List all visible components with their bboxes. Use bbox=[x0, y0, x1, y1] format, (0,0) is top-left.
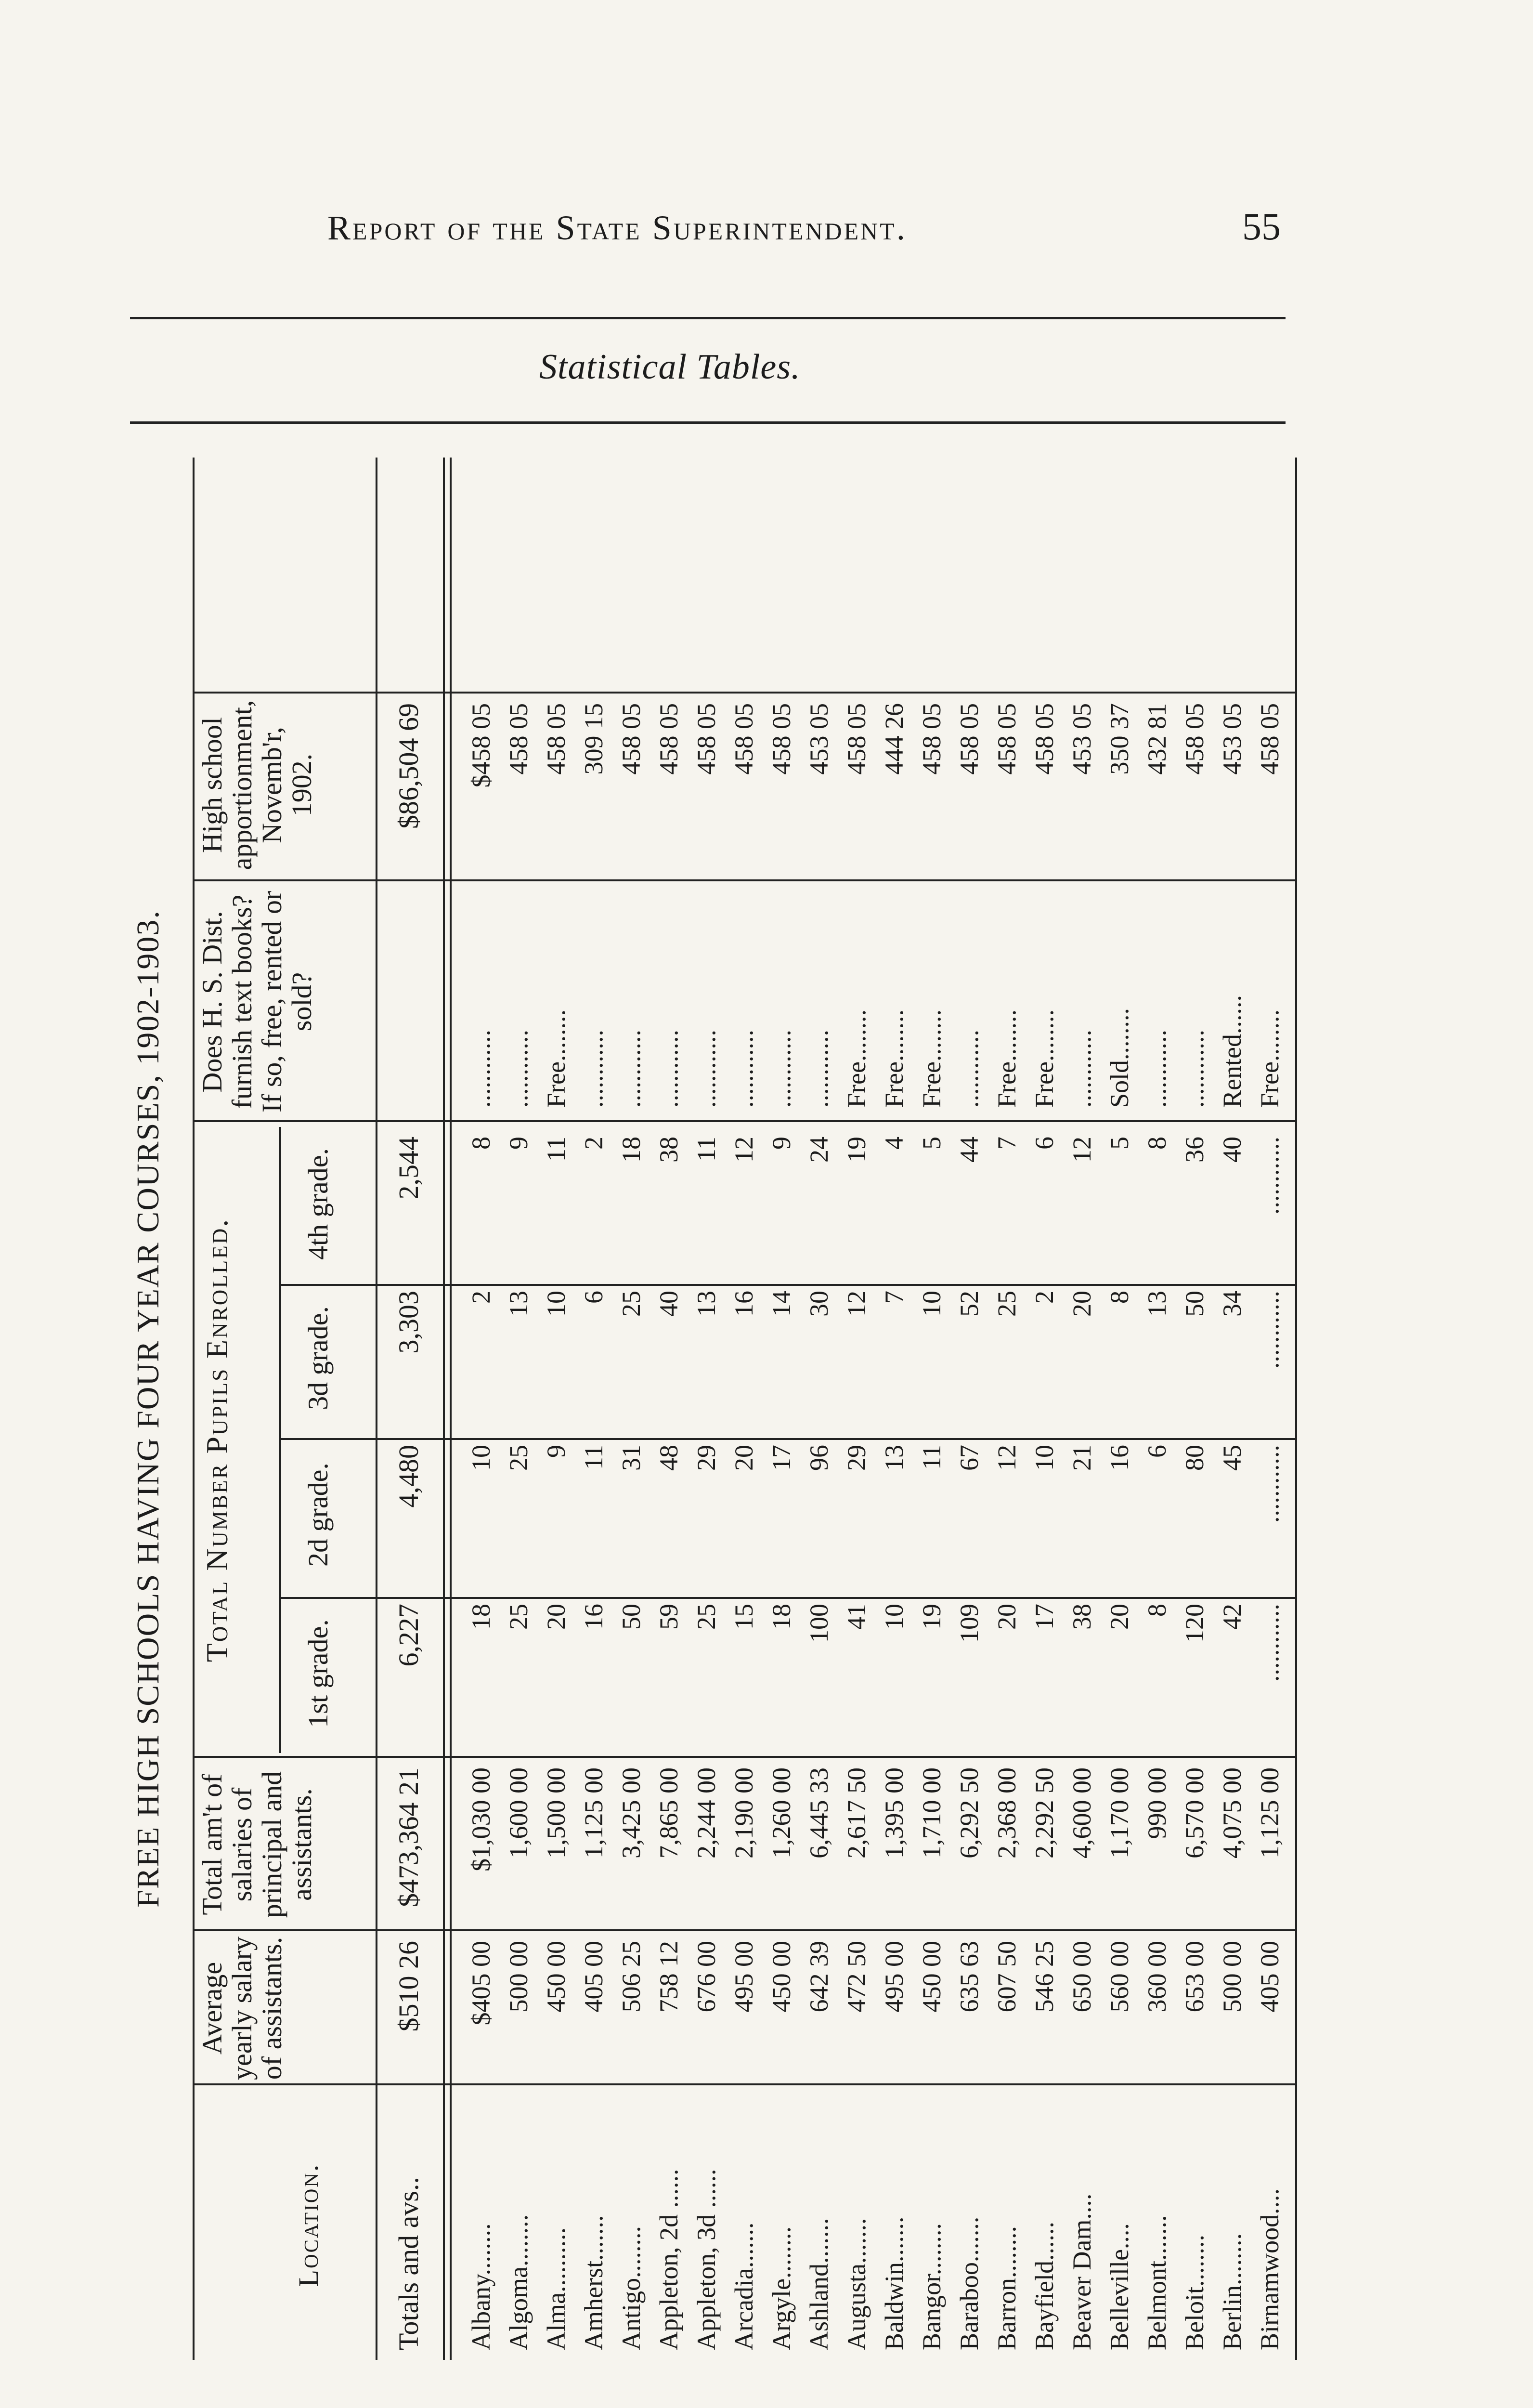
cell-total-salaries: 2,617 50 bbox=[842, 1767, 871, 1858]
cell-total-salaries: $1,030 00 bbox=[467, 1767, 495, 1871]
cell-grade1: 20 bbox=[992, 1604, 1021, 1630]
cell-location: Birnamwood.... bbox=[1255, 2188, 1284, 2350]
cell-grade3: 34 bbox=[1218, 1291, 1247, 1317]
cell-apportionment: 458 05 bbox=[654, 703, 683, 775]
cell-textbooks: ............ bbox=[692, 1030, 721, 1108]
cell-total-salaries: 6,292 50 bbox=[955, 1767, 984, 1858]
cell-grade3: 10 bbox=[917, 1291, 946, 1317]
cell-avg-salary: 405 00 bbox=[1255, 1941, 1284, 2013]
header-grade-3: 3d grade. bbox=[302, 1306, 334, 1410]
cell-textbooks: ............ bbox=[729, 1030, 758, 1108]
totals-avg-salary: $510 26 bbox=[393, 1941, 424, 2032]
cell-grade2: 25 bbox=[504, 1445, 533, 1471]
cell-grade1: 18 bbox=[767, 1604, 796, 1630]
cell-grade1: 10 bbox=[880, 1604, 909, 1630]
cell-grade3: 2 bbox=[467, 1291, 495, 1304]
rotated-table bbox=[130, 458, 1300, 2360]
cell-avg-salary: 500 00 bbox=[504, 1941, 533, 2013]
cell-grade2: 21 bbox=[1067, 1445, 1096, 1471]
cell-grade2: 20 bbox=[729, 1445, 758, 1471]
cell-textbooks: ............ bbox=[617, 1030, 646, 1108]
cell-grade3: 6 bbox=[579, 1291, 608, 1304]
cell-textbooks: ............ bbox=[1180, 1030, 1209, 1108]
cell-grade1: 42 bbox=[1218, 1604, 1247, 1630]
cell-grade3: 7 bbox=[880, 1291, 909, 1304]
totals-grade-4: 2,544 bbox=[393, 1137, 424, 1200]
cell-grade1: 109 bbox=[955, 1604, 984, 1643]
cell-avg-salary: 450 00 bbox=[542, 1941, 571, 2013]
cell-total-salaries: 2,292 50 bbox=[1030, 1767, 1059, 1858]
totals-total-salaries: $473,364 21 bbox=[393, 1767, 424, 1907]
cell-avg-salary: 546 25 bbox=[1030, 1941, 1059, 2013]
column-divider bbox=[279, 1597, 1295, 1599]
cell-location: Appleton, 3d ...... bbox=[692, 2169, 721, 2350]
cell-total-salaries: 1,710 00 bbox=[917, 1767, 946, 1858]
cell-grade1: ............ bbox=[1255, 1604, 1284, 1682]
cell-grade1: 120 bbox=[1180, 1604, 1209, 1643]
cell-location: Argyle........ bbox=[767, 2226, 796, 2350]
cell-apportionment: 444 26 bbox=[880, 703, 909, 775]
cell-location: Beaver Dam.... bbox=[1067, 2193, 1096, 2350]
header-grade-1: 1st grade. bbox=[302, 1619, 334, 1728]
cell-location: Algoma........ bbox=[504, 2214, 533, 2350]
cell-total-salaries: 7,865 00 bbox=[654, 1767, 683, 1858]
cell-total-salaries: 990 00 bbox=[1143, 1767, 1171, 1839]
cell-location: Berlin........ bbox=[1218, 2233, 1247, 2350]
table-frame bbox=[193, 458, 1300, 2360]
cell-grade4: ............ bbox=[1255, 1137, 1284, 1215]
header-avg-salary: Average yearly salary of assistants. bbox=[196, 1937, 287, 2080]
cell-total-salaries: 3,425 00 bbox=[617, 1767, 646, 1858]
cell-grade1: 8 bbox=[1143, 1604, 1171, 1617]
cell-total-salaries: 1,395 00 bbox=[880, 1767, 909, 1858]
cell-grade2: 11 bbox=[917, 1445, 946, 1470]
cell-avg-salary: 506 25 bbox=[617, 1941, 646, 2013]
cell-total-salaries: 2,190 00 bbox=[729, 1767, 758, 1858]
cell-textbooks: ............ bbox=[504, 1030, 533, 1108]
cell-grade4: 18 bbox=[617, 1137, 646, 1163]
cell-grade4: 9 bbox=[504, 1137, 533, 1150]
cell-grade1: 20 bbox=[1105, 1604, 1134, 1630]
cell-grade3: 2 bbox=[1030, 1291, 1059, 1304]
cell-grade1: 100 bbox=[805, 1604, 833, 1643]
cell-apportionment: $458 05 bbox=[467, 703, 495, 788]
cell-textbooks: ............ bbox=[579, 1030, 608, 1108]
cell-grade4: 38 bbox=[654, 1137, 683, 1163]
cell-grade2: 45 bbox=[1218, 1445, 1247, 1471]
cell-location: Bangor........ bbox=[917, 2223, 946, 2350]
cell-avg-salary: 560 00 bbox=[1105, 1941, 1134, 2013]
running-title: Report of the State Superintendent. bbox=[327, 209, 907, 247]
cell-grade3: 14 bbox=[767, 1291, 796, 1317]
cell-textbooks: ............ bbox=[1143, 1030, 1171, 1108]
cell-total-salaries: 6,445 33 bbox=[805, 1767, 833, 1858]
cell-grade4: 5 bbox=[917, 1137, 946, 1150]
cell-avg-salary: 758 12 bbox=[654, 1941, 683, 2013]
cell-avg-salary: 607 50 bbox=[992, 1941, 1021, 2013]
totals-apportionment: $86,504 69 bbox=[393, 703, 424, 829]
enrolled-group-divider bbox=[279, 1127, 281, 1753]
column-divider bbox=[193, 1929, 1295, 1931]
table-bottom-border bbox=[1295, 458, 1297, 2360]
cell-grade4: 19 bbox=[842, 1137, 871, 1163]
cell-grade1: 25 bbox=[504, 1604, 533, 1630]
cell-grade3: 8 bbox=[1105, 1291, 1134, 1304]
cell-grade2: ............ bbox=[1255, 1445, 1284, 1523]
cell-grade1: 38 bbox=[1067, 1604, 1096, 1630]
cell-textbooks: ............ bbox=[1067, 1030, 1096, 1108]
subtitle-rule bbox=[130, 421, 1286, 424]
cell-apportionment: 458 05 bbox=[955, 703, 984, 775]
cell-grade4: 36 bbox=[1180, 1137, 1209, 1163]
cell-location: Ashland....... bbox=[805, 2218, 833, 2350]
cell-grade3: 10 bbox=[542, 1291, 571, 1317]
header-textbooks: Does H. S. Dist. furnish text books? If so, free, rented or sold? bbox=[196, 890, 317, 1113]
cell-avg-salary: 676 00 bbox=[692, 1941, 721, 2013]
totals-grade-2: 4,480 bbox=[393, 1445, 424, 1508]
cell-grade2: 96 bbox=[805, 1445, 833, 1471]
cell-grade3: 25 bbox=[992, 1291, 1021, 1317]
cell-avg-salary: 450 00 bbox=[917, 1941, 946, 2013]
cell-grade2: 17 bbox=[767, 1445, 796, 1471]
cell-apportionment: 458 05 bbox=[1255, 703, 1284, 775]
column-divider bbox=[193, 692, 1295, 694]
totals-bottom-border-2 bbox=[450, 458, 452, 2360]
cell-grade4: 7 bbox=[992, 1137, 1021, 1150]
cell-grade3: 16 bbox=[729, 1291, 758, 1317]
cell-grade4: 11 bbox=[542, 1137, 571, 1162]
cell-location: Augusta....... bbox=[842, 2218, 871, 2350]
cell-total-salaries: 6,570 00 bbox=[1180, 1767, 1209, 1858]
cell-grade1: 20 bbox=[542, 1604, 571, 1630]
header-bottom-border bbox=[376, 458, 377, 2360]
header-total-salaries: Total am't of salaries of principal and assistants. bbox=[196, 1771, 317, 1918]
cell-grade2: 13 bbox=[880, 1445, 909, 1471]
header-apportionment: High school apportionment, Novemb'r, 1902. bbox=[196, 700, 317, 870]
cell-grade2: 10 bbox=[467, 1445, 495, 1471]
column-divider bbox=[193, 2083, 1295, 2085]
cell-grade3: 20 bbox=[1067, 1291, 1096, 1317]
cell-grade2: 6 bbox=[1143, 1445, 1171, 1458]
cell-location: Barron........ bbox=[992, 2226, 1021, 2350]
column-divider bbox=[193, 879, 1295, 881]
column-divider bbox=[279, 1438, 1295, 1440]
cell-total-salaries: 2,368 00 bbox=[992, 1767, 1021, 1858]
cell-apportionment: 458 05 bbox=[767, 703, 796, 775]
cell-textbooks: ............ bbox=[767, 1030, 796, 1108]
cell-textbooks: ............ bbox=[805, 1030, 833, 1108]
cell-avg-salary: 653 00 bbox=[1180, 1941, 1209, 2013]
column-divider bbox=[279, 1284, 1295, 1286]
header-enrolled-group: Total Number Pupils Enrolled. bbox=[200, 1217, 234, 1662]
cell-grade4: 40 bbox=[1218, 1137, 1247, 1163]
cell-apportionment: 458 05 bbox=[917, 703, 946, 775]
cell-avg-salary: 650 00 bbox=[1067, 1941, 1096, 2013]
cell-total-salaries: 1,170 00 bbox=[1105, 1767, 1134, 1858]
cell-grade3: ............ bbox=[1255, 1291, 1284, 1369]
cell-grade1: 16 bbox=[579, 1604, 608, 1630]
cell-textbooks: Sold........ bbox=[1105, 1008, 1134, 1108]
cell-grade4: 4 bbox=[880, 1137, 909, 1150]
cell-total-salaries: 4,600 00 bbox=[1067, 1767, 1096, 1858]
cell-grade3: 25 bbox=[617, 1291, 646, 1317]
cell-grade1: 19 bbox=[917, 1604, 946, 1630]
cell-textbooks: Free........ bbox=[1255, 1009, 1284, 1108]
cell-textbooks: ............ bbox=[654, 1030, 683, 1108]
cell-textbooks: Free........ bbox=[880, 1009, 909, 1108]
header-grade-4: 4th grade. bbox=[302, 1148, 334, 1260]
cell-location: Albany........ bbox=[467, 2223, 495, 2350]
cell-textbooks: Rented...... bbox=[1218, 995, 1247, 1108]
cell-grade4: 8 bbox=[467, 1137, 495, 1150]
cell-grade3: 13 bbox=[504, 1291, 533, 1317]
cell-grade4: 12 bbox=[729, 1137, 758, 1163]
table-top-border bbox=[193, 458, 195, 2360]
cell-grade2: 67 bbox=[955, 1445, 984, 1471]
cell-total-salaries: 1,125 00 bbox=[1255, 1767, 1284, 1858]
cell-apportionment: 432 81 bbox=[1143, 703, 1171, 775]
cell-apportionment: 350 37 bbox=[1105, 703, 1134, 775]
cell-apportionment: 458 05 bbox=[692, 703, 721, 775]
cell-grade1: 18 bbox=[467, 1604, 495, 1630]
cell-grade4: 5 bbox=[1105, 1137, 1134, 1150]
cell-apportionment: 458 05 bbox=[729, 703, 758, 775]
cell-location: Belmont....... bbox=[1143, 2215, 1171, 2350]
cell-grade2: 29 bbox=[842, 1445, 871, 1471]
cell-grade1: 59 bbox=[654, 1604, 683, 1630]
cell-grade4: 44 bbox=[955, 1137, 984, 1163]
cell-grade3: 12 bbox=[842, 1291, 871, 1317]
cell-location: Appleton, 2d ...... bbox=[654, 2169, 683, 2350]
cell-textbooks: ............ bbox=[467, 1030, 495, 1108]
cell-location: Antigo........ bbox=[617, 2225, 646, 2350]
cell-avg-salary: 495 00 bbox=[729, 1941, 758, 2013]
cell-total-salaries: 2,244 00 bbox=[692, 1767, 721, 1858]
header-location: Location. bbox=[293, 2163, 324, 2287]
cell-grade3: 13 bbox=[1143, 1291, 1171, 1317]
cell-grade1: 50 bbox=[617, 1604, 646, 1630]
cell-apportionment: 458 05 bbox=[842, 703, 871, 775]
cell-grade2: 48 bbox=[654, 1445, 683, 1471]
cell-total-salaries: 1,500 00 bbox=[542, 1767, 571, 1858]
cell-grade4: 11 bbox=[692, 1137, 721, 1162]
header-grade-2: 2d grade. bbox=[302, 1463, 334, 1567]
cell-location: Arcadia....... bbox=[729, 2222, 758, 2350]
cell-grade1: 41 bbox=[842, 1604, 871, 1630]
cell-total-salaries: 1,125 00 bbox=[579, 1767, 608, 1858]
cell-grade3: 30 bbox=[805, 1291, 833, 1317]
cell-grade4: 8 bbox=[1143, 1137, 1171, 1150]
table-title: FREE HIGH SCHOOLS HAVING FOUR YEAR COURSES, 1902-1903. bbox=[130, 910, 166, 1908]
cell-apportionment: 458 05 bbox=[1180, 703, 1209, 775]
cell-apportionment: 458 05 bbox=[542, 703, 571, 775]
cell-grade2: 80 bbox=[1180, 1445, 1209, 1471]
cell-grade4: 24 bbox=[805, 1137, 833, 1163]
cell-total-salaries: 1,260 00 bbox=[767, 1767, 796, 1858]
cell-location: Alma.......... bbox=[542, 2227, 571, 2350]
cell-grade2: 9 bbox=[542, 1445, 571, 1458]
cell-textbooks: Free........ bbox=[917, 1009, 946, 1108]
cell-location: Baraboo....... bbox=[955, 2216, 984, 2350]
cell-apportionment: 453 05 bbox=[1067, 703, 1096, 775]
section-subtitle: Statistical Tables. bbox=[539, 347, 801, 387]
cell-textbooks: Free........ bbox=[1030, 1009, 1059, 1108]
totals-bottom-border bbox=[443, 458, 445, 2360]
cell-avg-salary: 500 00 bbox=[1218, 1941, 1247, 2013]
cell-apportionment: 458 05 bbox=[504, 703, 533, 775]
page-number: 55 bbox=[1242, 206, 1281, 248]
cell-grade1: 17 bbox=[1030, 1604, 1059, 1630]
cell-grade4: 2 bbox=[579, 1137, 608, 1150]
cell-apportionment: 458 05 bbox=[992, 703, 1021, 775]
totals-grade-3: 3,303 bbox=[393, 1291, 424, 1354]
cell-textbooks: Free........ bbox=[542, 1009, 571, 1108]
rotated-table-wrapper bbox=[130, 458, 1300, 2360]
cell-location: Bayfield...... bbox=[1030, 2222, 1059, 2350]
cell-grade3: 50 bbox=[1180, 1291, 1209, 1317]
cell-textbooks: ............ bbox=[955, 1030, 984, 1108]
cell-avg-salary: 360 00 bbox=[1143, 1941, 1171, 2013]
cell-grade4: 9 bbox=[767, 1137, 796, 1150]
cell-textbooks: Free........ bbox=[842, 1009, 871, 1108]
cell-avg-salary: $405 00 bbox=[467, 1941, 495, 2026]
cell-grade2: 10 bbox=[1030, 1445, 1059, 1471]
cell-avg-salary: 642 39 bbox=[805, 1941, 833, 2013]
cell-grade4: 6 bbox=[1030, 1137, 1059, 1150]
cell-avg-salary: 450 00 bbox=[767, 1941, 796, 2013]
cell-grade3: 13 bbox=[692, 1291, 721, 1317]
cell-grade2: 29 bbox=[692, 1445, 721, 1471]
cell-location: Amherst....... bbox=[579, 2215, 608, 2350]
cell-grade2: 12 bbox=[992, 1445, 1021, 1471]
column-divider bbox=[193, 1120, 1295, 1122]
cell-grade2: 11 bbox=[579, 1445, 608, 1470]
cell-grade4: 12 bbox=[1067, 1137, 1096, 1163]
cell-location: Belleville.... bbox=[1105, 2223, 1134, 2350]
totals-grade-1: 6,227 bbox=[393, 1604, 424, 1667]
cell-apportionment: 453 05 bbox=[805, 703, 833, 775]
cell-apportionment: 458 05 bbox=[617, 703, 646, 775]
cell-grade2: 31 bbox=[617, 1445, 646, 1471]
cell-apportionment: 458 05 bbox=[1030, 703, 1059, 775]
cell-grade2: 16 bbox=[1105, 1445, 1134, 1471]
cell-total-salaries: 4,075 00 bbox=[1218, 1767, 1247, 1858]
cell-avg-salary: 635 63 bbox=[955, 1941, 984, 2013]
cell-location: Baldwin....... bbox=[880, 2216, 909, 2350]
cell-grade3: 40 bbox=[654, 1291, 683, 1317]
cell-grade1: 25 bbox=[692, 1604, 721, 1630]
cell-total-salaries: 1,600 00 bbox=[504, 1767, 533, 1858]
cell-textbooks: Free........ bbox=[992, 1009, 1021, 1108]
cell-avg-salary: 472 50 bbox=[842, 1941, 871, 2013]
header-rule bbox=[130, 317, 1286, 319]
cell-apportionment: 309 15 bbox=[579, 703, 608, 775]
cell-avg-salary: 405 00 bbox=[579, 1941, 608, 2013]
cell-avg-salary: 495 00 bbox=[880, 1941, 909, 2013]
cell-apportionment: 453 05 bbox=[1218, 703, 1247, 775]
cell-grade1: 15 bbox=[729, 1604, 758, 1630]
column-divider bbox=[193, 1756, 1295, 1758]
page-header bbox=[327, 208, 1310, 251]
totals-label: Totals and avs.. bbox=[393, 2177, 424, 2350]
cell-location: Beloit........ bbox=[1180, 2235, 1209, 2350]
cell-grade3: 52 bbox=[955, 1291, 984, 1317]
